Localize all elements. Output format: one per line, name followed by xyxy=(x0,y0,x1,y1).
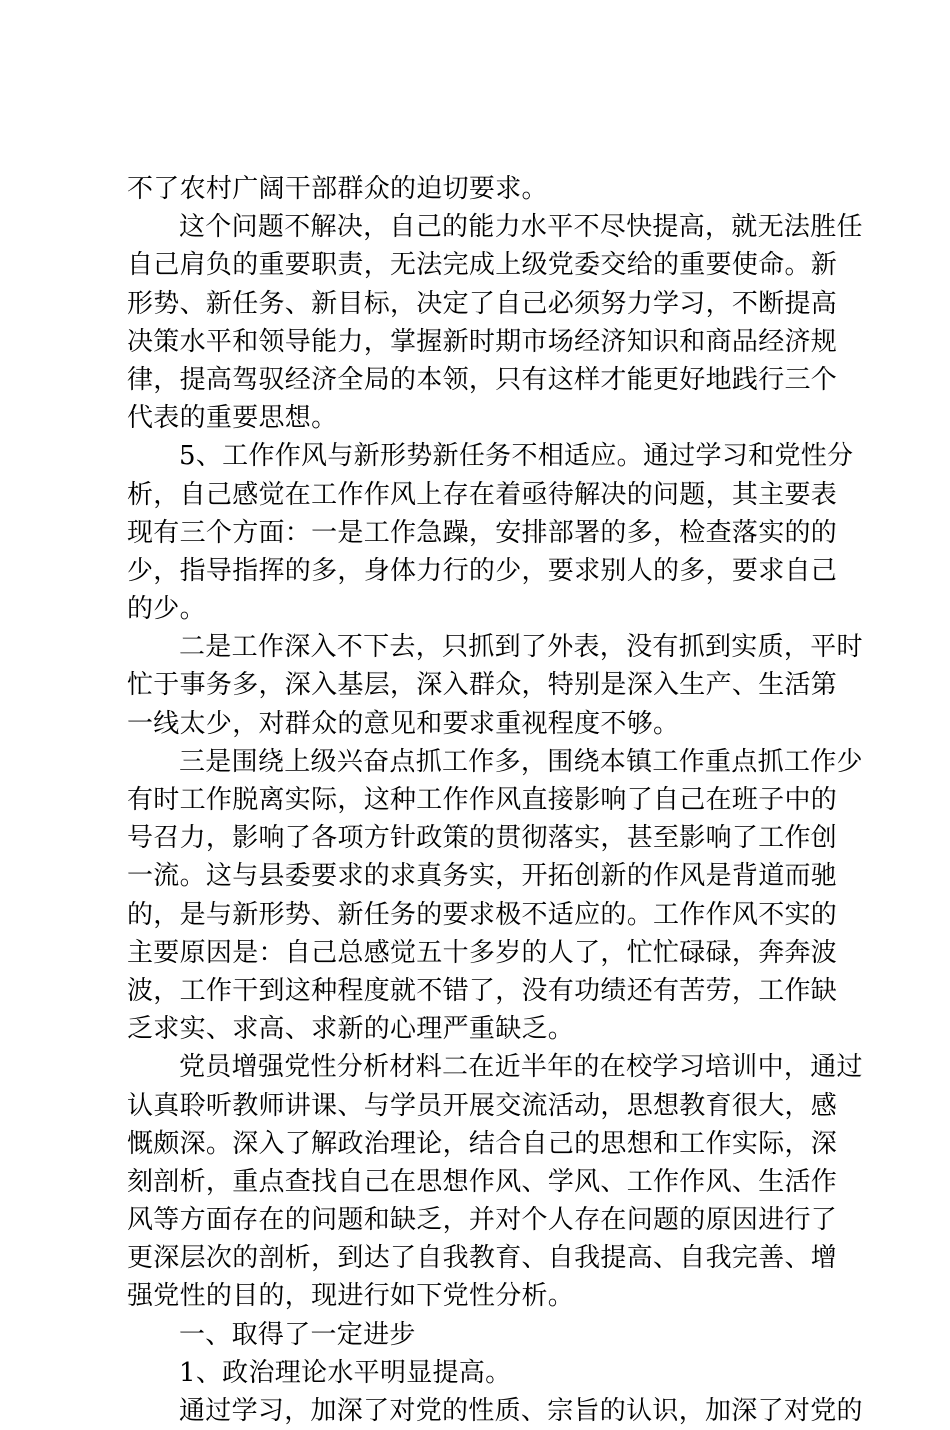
text-line: 刻剖析，重点查找自己在思想作风、学风、工作作风、生活作 xyxy=(127,1166,838,1197)
text-line: 析，自己感觉在工作作风上存在着亟待解决的问题，其主要表 xyxy=(127,479,838,510)
text-line: 1、政治理论水平明显提高。 xyxy=(179,1357,512,1388)
text-line: 号召力，影响了各项方针政策的贯彻落实，甚至影响了工作创 xyxy=(127,823,838,854)
text-line: 自己肩负的重要职责，无法完成上级党委交给的重要使命。新 xyxy=(127,250,838,281)
text-line: 5、工作作风与新形势新任务不相适应。通过学习和党性分 xyxy=(179,441,854,472)
text-line: 少，指导指挥的多，身体力行的少，要求别人的多，要求自己 xyxy=(127,555,838,586)
text-line: 的，是与新形势、新任务的要求极不适应的。工作作风不实的 xyxy=(127,899,838,930)
text-line: 形势、新任务、新目标，决定了自己必须努力学习，不断提高 xyxy=(127,288,838,319)
text-line: 一、取得了一定进步 xyxy=(179,1319,416,1350)
text-line: 代表的重要思想。 xyxy=(127,403,338,434)
text-line: 二是工作深入不下去，只抓到了外表，没有抓到实质，平时 xyxy=(179,632,863,663)
document-body xyxy=(127,170,863,1430)
text-line: 一线太少，对群众的意见和要求重视程度不够。 xyxy=(127,708,680,739)
text-line: 认真聆听教师讲课、与学员开展交流活动，思想教育很大，感 xyxy=(127,1090,838,1121)
text-line: 党员增强党性分析材料二在近半年的在校学习培训中，通过 xyxy=(179,1052,863,1083)
text-line: 一流。这与县委要求的求真务实，开拓创新的作风是背道而驰 xyxy=(127,861,838,892)
text-line: 强党性的目的，现进行如下党性分析。 xyxy=(127,1281,575,1312)
text-line: 有时工作脱离实际，这种工作作风直接影响了自己在班子中的 xyxy=(127,785,838,815)
text-line: 更深层次的剖析，到达了自我教育、自我提高、自我完善、增 xyxy=(127,1243,838,1274)
text-line: 的少。 xyxy=(127,594,206,625)
text-line: 乏求实、求高、求新的心理严重缺乏。 xyxy=(127,1014,575,1045)
text-line: 不了农村广阔干部群众的迫切要求。 xyxy=(127,174,548,204)
text-line: 慨颇深。深入了解政治理论，结合自己的思想和工作实际，深 xyxy=(127,1128,838,1159)
text-line: 律，提高驾驭经济全局的本领，只有这样才能更好地践行三个 xyxy=(127,364,838,395)
text-line: 现有三个方面：一是工作急躁，安排部署的多，检查落实的的 xyxy=(127,517,838,548)
text-line: 通过学习，加深了对党的性质、宗旨的认识，加深了对党的 xyxy=(179,1396,863,1426)
text-line: 忙于事务多，深入基层，深入群众，特别是深入生产、生活第 xyxy=(127,670,838,701)
text-line: 主要原因是：自己总感觉五十多岁的人了，忙忙碌碌，奔奔波 xyxy=(127,937,838,968)
text-line: 三是围绕上级兴奋点抓工作多，围绕本镇工作重点抓工作少 xyxy=(179,746,863,777)
text-line: 风等方面存在的问题和缺乏，并对个人存在问题的原因进行了 xyxy=(127,1205,838,1236)
text-line: 决策水平和领导能力，掌握新时期市场经济知识和商品经济规 xyxy=(127,326,838,357)
text-line: 这个问题不解决，自己的能力水平不尽快提高，就无法胜任 xyxy=(179,212,863,243)
text-line: 波，工作干到这种程度就不错了，没有功绩还有苦劳，工作缺 xyxy=(127,975,838,1006)
